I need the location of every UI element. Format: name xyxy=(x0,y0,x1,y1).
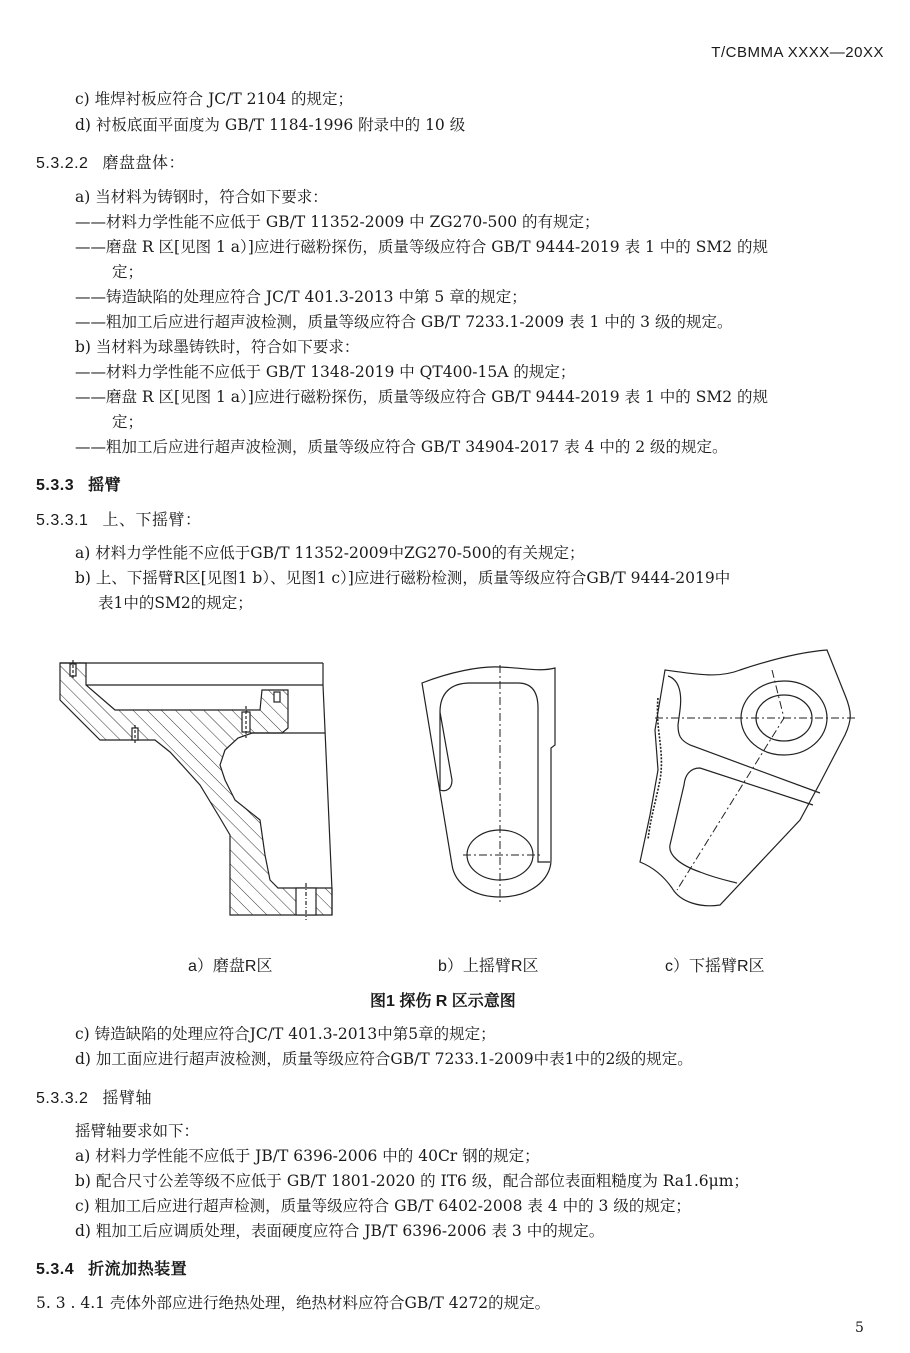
list-item: c) 铸造缺陷的处理应符合JC/T 401.3-2013中第5章的规定； xyxy=(75,1025,496,1043)
figure-c-lower-rocker-drawing xyxy=(620,640,870,930)
list-item: b) 当材料为球墨铸铁时，符合如下要求： xyxy=(75,338,360,356)
section-number: 5.3.2.2 xyxy=(36,155,89,172)
section-text: 壳体外部应进行绝热处理，绝热材料应符合GB/T 4272的规定。 xyxy=(109,1294,551,1312)
list-item: c) 堆焊衬板应符合 JC/T 2104 的规定； xyxy=(75,90,354,108)
dash-item: ——粗加工后应进行超声波检测，质量等级应符合 GB/T 34904-2017 表 4 中的 2 级的规定。 xyxy=(75,438,728,456)
dash-item: ——材料力学性能不应低于 GB/T 11352-2009 中 ZG270-500 的有规定； xyxy=(75,213,600,231)
figure-a-disc-section-drawing xyxy=(20,640,350,930)
figure-caption-a: a）磨盘R区 xyxy=(188,958,273,975)
dash-item: ——材料力学性能不应低于 GB/T 1348-2019 中 QT400-15A 的规定； xyxy=(75,363,576,381)
page-number: 5 xyxy=(855,1320,864,1336)
list-item: b) 上、下摇臂R区[见图1 b）、见图1 c）]应进行磁粉检测，质量等级应符合GB/T 9444-2019中 xyxy=(75,569,731,587)
dash-item: ——磨盘 R 区[见图 1 a）]应进行磁粉探伤，质量等级应符合 GB/T 9444-2019 表 1 中的 SM2 的规 xyxy=(75,388,768,406)
dash-item: ——铸造缺陷的处理应符合 JC/T 401.3-2013 中第 5 章的规定； xyxy=(75,288,527,306)
section-title: 上、下摇臂： xyxy=(102,512,202,529)
section-5-3-4-1 xyxy=(36,1292,550,1314)
section-heading-5-3-2-2 xyxy=(36,150,185,173)
section-number: 5.3.4 xyxy=(36,1261,75,1278)
list-item: c) 粗加工后应进行超声检测，质量等级应符合 GB/T 6402-2008 表 4 中的 3 级的规定； xyxy=(75,1197,691,1215)
figure-b-upper-rocker-drawing xyxy=(400,640,600,930)
list-item: a) 当材料为铸钢时，符合如下要求： xyxy=(75,188,328,206)
dash-item: ——粗加工后应进行超声波检测，质量等级应符合 GB/T 7233.1-2009 表 1 中的 3 级的规定。 xyxy=(75,313,733,331)
section-number: 5.3.3.2 xyxy=(36,1090,89,1107)
paragraph-intro: 摇臂轴要求如下： xyxy=(75,1122,200,1140)
list-item: a) 材料力学性能不应低于 JB/T 6396-2006 中的 40Cr 钢的规定； xyxy=(75,1147,540,1165)
list-item: d) 衬板底面平面度为 GB/T 1184-1996 附录中的 10 级 xyxy=(75,116,466,134)
dash-item: ——磨盘 R 区[见图 1 a）]应进行磁粉探伤，质量等级应符合 GB/T 9444-2019 表 1 中的 SM2 的规 xyxy=(75,238,768,256)
figure-title: 图1 探伤 R 区示意图 xyxy=(370,993,516,1010)
section-number: 5.3.3 xyxy=(36,477,75,494)
section-title: 折流加热装置 xyxy=(88,1261,188,1278)
dash-item-continuation: 定； xyxy=(112,263,144,281)
section-number: 5.3.3.1 xyxy=(36,512,89,529)
section-title: 摇臂 xyxy=(88,477,122,494)
section-heading-5-3-3-1 xyxy=(36,507,201,530)
section-number: 5. 3 . 4.1 xyxy=(36,1294,106,1312)
list-item: d) 粗加工后应调质处理，表面硬度应符合 JB/T 6396-2006 表 3 中的规定。 xyxy=(75,1222,605,1240)
section-title: 摇臂轴 xyxy=(102,1090,152,1107)
section-heading-5-3-3-2 xyxy=(36,1085,152,1108)
section-heading-5-3-3 xyxy=(36,472,121,495)
document-number: T/CBMMA XXXX—20XX xyxy=(711,44,884,61)
list-item: d) 加工面应进行超声波检测，质量等级应符合GB/T 7233.1-2009中表1中的2级的规定。 xyxy=(75,1050,693,1068)
dash-item-continuation: 定； xyxy=(112,413,144,431)
list-item: b) 配合尺寸公差等级不应低于 GB/T 1801-2020 的 IT6 级，配合部位表面粗糙度为 Ra1.6μm； xyxy=(75,1172,749,1190)
list-item-continuation: 表1中的SM2的规定； xyxy=(98,594,253,612)
figure-caption-b: b）上摇臂R区 xyxy=(438,958,539,975)
list-item: a) 材料力学性能不应低于GB/T 11352-2009中ZG270-500的有关规定； xyxy=(75,544,585,562)
section-title: 磨盘盘体： xyxy=(102,155,185,172)
figure-caption-c: c）下摇臂R区 xyxy=(665,958,765,975)
section-heading-5-3-4 xyxy=(36,1256,187,1279)
